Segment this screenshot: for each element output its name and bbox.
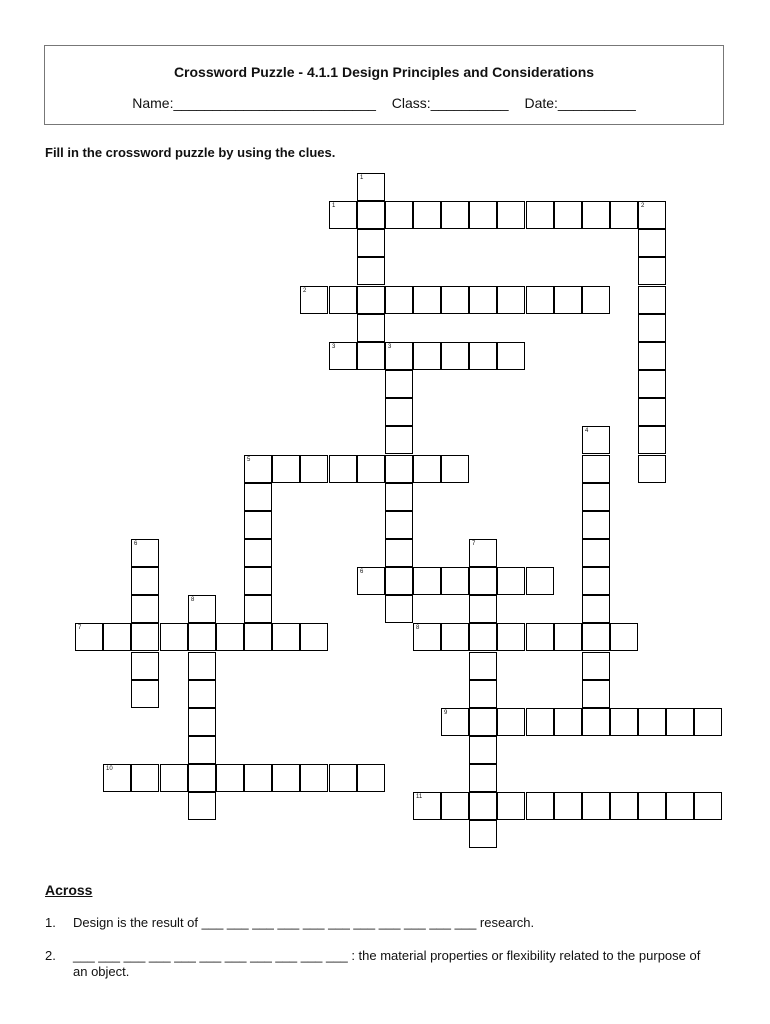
grid-cell[interactable] bbox=[526, 792, 554, 820]
grid-cell[interactable] bbox=[413, 201, 441, 229]
grid-cell[interactable] bbox=[272, 623, 300, 651]
grid-cell[interactable] bbox=[188, 652, 216, 680]
grid-cell[interactable] bbox=[497, 708, 525, 736]
clue-number: 2. bbox=[45, 948, 56, 963]
grid-cell[interactable] bbox=[385, 539, 413, 567]
cell-number: 8 bbox=[416, 625, 420, 631]
instructions: Fill in the crossword puzzle by using the clues. bbox=[45, 145, 336, 160]
grid-cell[interactable] bbox=[357, 764, 385, 792]
grid-cell[interactable] bbox=[638, 342, 666, 370]
cell-number: 1 bbox=[332, 203, 336, 209]
grid-cell[interactable] bbox=[160, 764, 188, 792]
grid-cell[interactable] bbox=[329, 764, 357, 792]
clue-number: 1. bbox=[45, 915, 56, 930]
grid-cell[interactable] bbox=[582, 511, 610, 539]
grid-cell[interactable] bbox=[638, 398, 666, 426]
grid-cell[interactable] bbox=[385, 511, 413, 539]
grid-cell[interactable] bbox=[244, 539, 272, 567]
grid-cell[interactable] bbox=[357, 342, 385, 370]
grid-cell[interactable] bbox=[638, 370, 666, 398]
worksheet-title: Crossword Puzzle - 4.1.1 Design Principles and Considerations bbox=[173, 64, 595, 80]
grid-cell[interactable] bbox=[413, 286, 441, 314]
grid-cell[interactable] bbox=[244, 483, 272, 511]
grid-cell[interactable] bbox=[638, 792, 666, 820]
grid-cell[interactable] bbox=[694, 792, 722, 820]
grid-cell[interactable] bbox=[638, 455, 666, 483]
grid-cell[interactable] bbox=[469, 539, 497, 567]
grid-cell[interactable] bbox=[244, 455, 272, 483]
grid-cell[interactable] bbox=[329, 342, 357, 370]
grid-cell[interactable] bbox=[582, 286, 610, 314]
grid-cell[interactable] bbox=[469, 595, 497, 623]
grid-cell[interactable] bbox=[638, 286, 666, 314]
grid-cell[interactable] bbox=[441, 708, 469, 736]
grid-cell[interactable] bbox=[582, 539, 610, 567]
grid-cell[interactable] bbox=[666, 708, 694, 736]
grid-cell[interactable] bbox=[582, 595, 610, 623]
grid-cell[interactable] bbox=[188, 792, 216, 820]
grid-cell[interactable] bbox=[469, 567, 497, 595]
grid-cell[interactable] bbox=[131, 764, 159, 792]
grid-cell[interactable] bbox=[638, 708, 666, 736]
grid-cell[interactable] bbox=[469, 342, 497, 370]
grid-cell[interactable] bbox=[244, 595, 272, 623]
cell-number: 7 bbox=[472, 541, 476, 547]
cell-number: 10 bbox=[106, 766, 113, 772]
grid-cell[interactable] bbox=[357, 314, 385, 342]
cell-number: 1 bbox=[360, 175, 364, 181]
grid-cell[interactable] bbox=[244, 567, 272, 595]
grid-cell[interactable] bbox=[131, 652, 159, 680]
grid-cell[interactable] bbox=[385, 398, 413, 426]
grid-cell[interactable] bbox=[385, 567, 413, 595]
grid-cell[interactable] bbox=[441, 201, 469, 229]
grid-cell[interactable] bbox=[638, 314, 666, 342]
grid-cell[interactable] bbox=[385, 595, 413, 623]
cell-number: 8 bbox=[191, 597, 195, 603]
grid-cell[interactable] bbox=[441, 792, 469, 820]
grid-cell[interactable] bbox=[469, 820, 497, 848]
grid-cell[interactable] bbox=[244, 511, 272, 539]
grid-cell[interactable] bbox=[582, 652, 610, 680]
grid-cell[interactable] bbox=[329, 455, 357, 483]
grid-cell[interactable] bbox=[441, 623, 469, 651]
grid-cell[interactable] bbox=[357, 455, 385, 483]
cell-number: 5 bbox=[247, 457, 251, 463]
grid-cell[interactable] bbox=[666, 792, 694, 820]
cell-number: 3 bbox=[388, 344, 392, 350]
grid-cell[interactable] bbox=[497, 567, 525, 595]
class-field[interactable]: Class:__________ bbox=[391, 95, 509, 111]
grid-cell[interactable] bbox=[329, 286, 357, 314]
grid-cell[interactable] bbox=[582, 567, 610, 595]
grid-cell[interactable] bbox=[441, 455, 469, 483]
grid-cell[interactable] bbox=[469, 680, 497, 708]
grid-cell[interactable] bbox=[638, 201, 666, 229]
grid-cell[interactable] bbox=[357, 286, 385, 314]
grid-cell[interactable] bbox=[300, 623, 328, 651]
grid-cell[interactable] bbox=[300, 764, 328, 792]
grid-cell[interactable] bbox=[441, 567, 469, 595]
cell-number: 11 bbox=[416, 794, 423, 800]
grid-cell[interactable] bbox=[188, 623, 216, 651]
grid-cell[interactable] bbox=[497, 286, 525, 314]
grid-cell[interactable] bbox=[131, 595, 159, 623]
grid-cell[interactable] bbox=[582, 708, 610, 736]
grid-cell[interactable] bbox=[413, 342, 441, 370]
grid-cell[interactable] bbox=[526, 623, 554, 651]
grid-cell[interactable] bbox=[469, 736, 497, 764]
grid-cell[interactable] bbox=[385, 201, 413, 229]
grid-cell[interactable] bbox=[188, 708, 216, 736]
grid-cell[interactable] bbox=[554, 286, 582, 314]
grid-cell[interactable] bbox=[131, 680, 159, 708]
cell-number: 3 bbox=[332, 344, 336, 350]
grid-cell[interactable] bbox=[357, 201, 385, 229]
grid-cell[interactable] bbox=[526, 708, 554, 736]
grid-cell[interactable] bbox=[582, 483, 610, 511]
grid-cell[interactable] bbox=[554, 792, 582, 820]
grid-cell[interactable] bbox=[244, 623, 272, 651]
grid-cell[interactable] bbox=[131, 567, 159, 595]
clue-text: ___ ___ ___ ___ ___ ___ ___ ___ ___ ___ ___ : the material properties or flexibility related to the purpose of an object. bbox=[73, 948, 701, 979]
grid-cell[interactable] bbox=[272, 455, 300, 483]
grid-cell[interactable] bbox=[300, 455, 328, 483]
clue-text: Design is the result of ___ ___ ___ ___ ___ ___ ___ ___ ___ ___ ___ research. bbox=[73, 915, 535, 930]
across-heading: Across bbox=[45, 882, 93, 898]
cell-number: 7 bbox=[78, 625, 82, 631]
grid-cell[interactable] bbox=[385, 426, 413, 454]
grid-cell[interactable] bbox=[497, 342, 525, 370]
grid-cell[interactable] bbox=[75, 623, 103, 651]
grid-cell[interactable] bbox=[582, 680, 610, 708]
grid-cell[interactable] bbox=[610, 201, 638, 229]
cell-number: 9 bbox=[444, 710, 448, 716]
grid-cell[interactable] bbox=[413, 792, 441, 820]
grid-cell[interactable] bbox=[469, 652, 497, 680]
grid-cell[interactable] bbox=[582, 623, 610, 651]
grid-cell[interactable] bbox=[385, 342, 413, 370]
grid-cell[interactable] bbox=[216, 623, 244, 651]
grid-cell[interactable] bbox=[469, 764, 497, 792]
grid-cell[interactable] bbox=[526, 201, 554, 229]
grid-cell[interactable] bbox=[413, 567, 441, 595]
grid-cell[interactable] bbox=[694, 708, 722, 736]
grid-cell[interactable] bbox=[554, 623, 582, 651]
cell-number: 4 bbox=[585, 428, 589, 434]
grid-cell[interactable] bbox=[526, 286, 554, 314]
grid-cell[interactable] bbox=[582, 426, 610, 454]
grid-cell[interactable] bbox=[497, 792, 525, 820]
grid-cell[interactable] bbox=[188, 595, 216, 623]
grid-cell[interactable] bbox=[610, 708, 638, 736]
grid-cell[interactable] bbox=[638, 257, 666, 285]
grid-cell[interactable] bbox=[131, 539, 159, 567]
grid-cell[interactable] bbox=[385, 286, 413, 314]
grid-cell[interactable] bbox=[497, 201, 525, 229]
grid-cell[interactable] bbox=[188, 736, 216, 764]
grid-cell[interactable] bbox=[131, 623, 159, 651]
cell-number: 2 bbox=[641, 203, 645, 209]
grid-cell[interactable] bbox=[582, 455, 610, 483]
grid-cell[interactable] bbox=[413, 623, 441, 651]
grid-cell[interactable] bbox=[329, 201, 357, 229]
grid-cell[interactable] bbox=[497, 623, 525, 651]
grid-cell[interactable] bbox=[554, 708, 582, 736]
grid-cell[interactable] bbox=[469, 792, 497, 820]
grid-cell[interactable] bbox=[638, 229, 666, 257]
grid-cell[interactable] bbox=[160, 623, 188, 651]
grid-cell[interactable] bbox=[357, 257, 385, 285]
date-field[interactable]: Date:__________ bbox=[524, 95, 636, 111]
cell-number: 6 bbox=[360, 569, 364, 575]
grid-cell[interactable] bbox=[554, 201, 582, 229]
grid-cell[interactable] bbox=[469, 201, 497, 229]
grid-cell[interactable] bbox=[357, 567, 385, 595]
grid-cell[interactable] bbox=[441, 342, 469, 370]
grid-cell[interactable] bbox=[385, 483, 413, 511]
grid-cell[interactable] bbox=[610, 623, 638, 651]
grid-cell[interactable] bbox=[638, 426, 666, 454]
grid-cell[interactable] bbox=[357, 229, 385, 257]
grid-cell[interactable] bbox=[385, 455, 413, 483]
grid-cell[interactable] bbox=[610, 792, 638, 820]
grid-cell[interactable] bbox=[582, 792, 610, 820]
grid-cell[interactable] bbox=[188, 680, 216, 708]
grid-cell[interactable] bbox=[469, 623, 497, 651]
grid-cell[interactable] bbox=[582, 201, 610, 229]
cell-number: 2 bbox=[303, 288, 307, 294]
grid-cell[interactable] bbox=[103, 623, 131, 651]
grid-cell[interactable] bbox=[188, 764, 216, 792]
grid-cell[interactable] bbox=[272, 764, 300, 792]
grid-cell[interactable] bbox=[441, 286, 469, 314]
grid-cell[interactable] bbox=[103, 764, 131, 792]
grid-cell[interactable] bbox=[469, 286, 497, 314]
grid-cell[interactable] bbox=[216, 764, 244, 792]
grid-cell[interactable] bbox=[300, 286, 328, 314]
grid-cell[interactable] bbox=[357, 173, 385, 201]
grid-cell[interactable] bbox=[413, 455, 441, 483]
grid-cell[interactable] bbox=[385, 370, 413, 398]
name-field[interactable]: Name:__________________________ bbox=[132, 95, 376, 111]
cell-number: 6 bbox=[134, 541, 138, 547]
grid-cell[interactable] bbox=[526, 567, 554, 595]
grid-cell[interactable] bbox=[469, 708, 497, 736]
grid-cell[interactable] bbox=[244, 764, 272, 792]
